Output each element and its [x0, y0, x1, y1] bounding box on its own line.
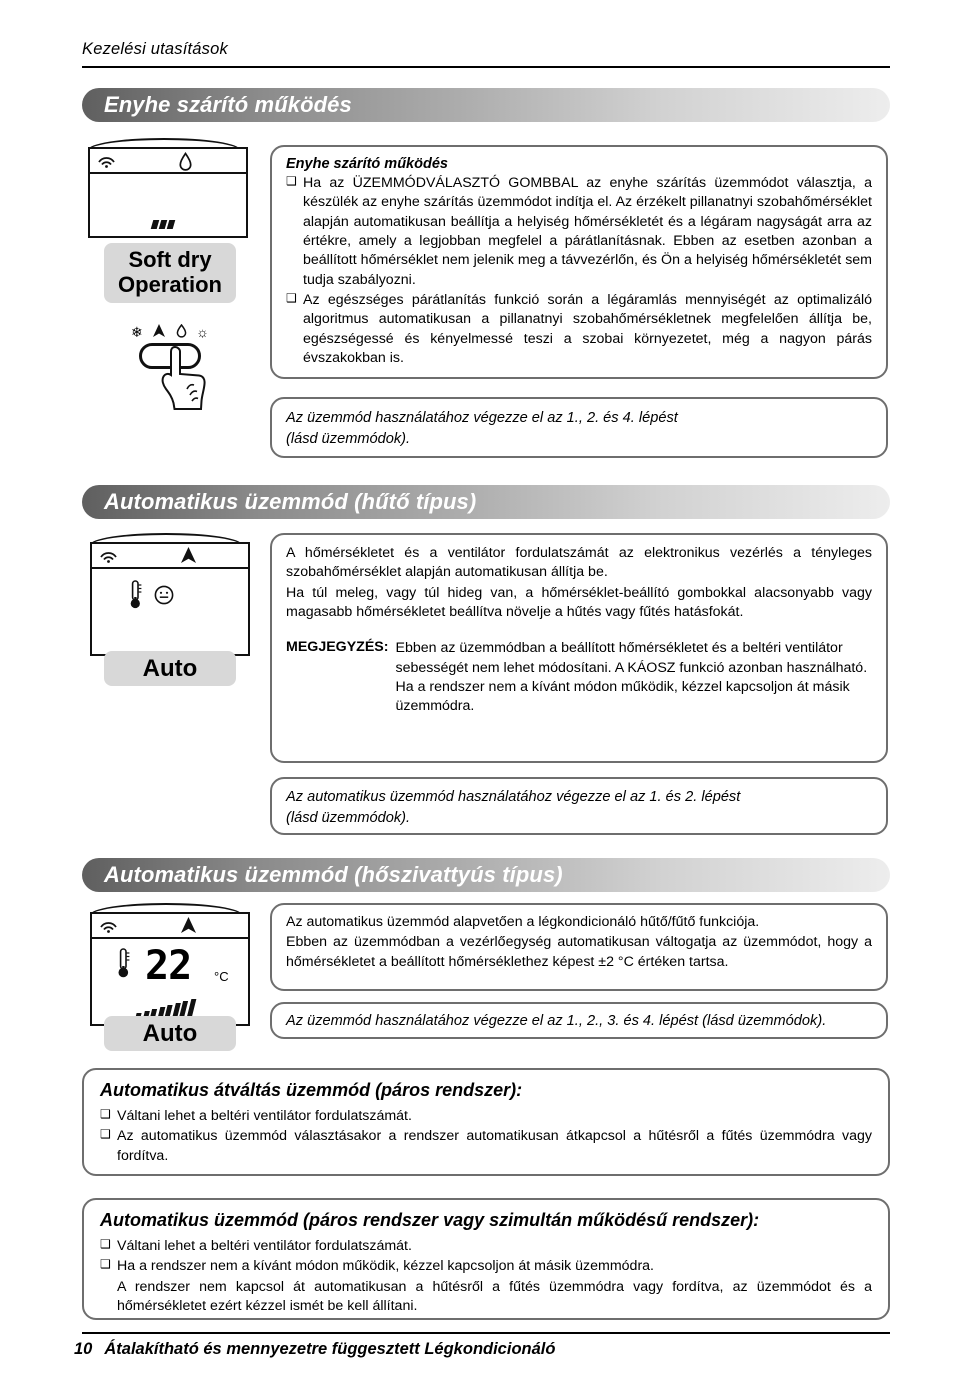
box-title: Automatikus üzemmód (páros rendszer vagy szimultán működésű rendszer): — [100, 1210, 760, 1230]
remote-display-auto-cooling — [86, 533, 256, 653]
auto-mode-icon — [152, 323, 166, 341]
soft-dry-bullets — [286, 174, 872, 368]
footer-divider — [82, 1332, 890, 1334]
paragraph: Ebben az üzemmódban a vezérlőegység automatikusan váltogatja az üzemmódot, hogy a hőmérsékletet a beállított hőmérséklethez képest ±2 °C értéken tartsa. — [286, 934, 872, 970]
note-label: MEGJEGYZÉS: — [286, 639, 389, 656]
remote-display-auto-heatpump — [86, 903, 261, 1023]
note-body: Ebben az üzemmódban a beállított hőmérsékletet és a beltéri ventilátor sebességét nem lehet módosítani. A KÁOSZ funkció azonban használható. Ha a rendszer nem a kívánt módon működik, kézzel kapcsoljon át másik üzemmódra. — [395, 640, 868, 715]
section-title: Automatikus üzemmód (hűtő típus) — [104, 489, 477, 514]
smiley-icon — [154, 585, 174, 610]
footer — [74, 1340, 555, 1359]
water-drop-icon — [176, 324, 187, 341]
fan-bars-icon — [152, 220, 174, 229]
mode-icon-row — [131, 323, 209, 341]
section-bar-soft-dry — [82, 88, 890, 122]
lcd-main-area — [90, 174, 246, 236]
section-bar-auto-cooling — [82, 485, 890, 519]
paragraph: A hőmérsékletet és a ventilátor fordulatszámát az elektronikus vezérlés a tényleges szobahőmérséklet alapján automatikusan állítja be. — [286, 545, 872, 581]
thermometer-icon — [128, 579, 144, 616]
remote-display-soft-dry — [84, 138, 254, 253]
paragraph: Ha túl meleg, vagy túl hideg van, a hőmérséklet-beállító gombokkal alacsonyabb vagy magasabb hőmérsékletet beállítva növelje a hűtés vagy fűtés hatásfokát. — [286, 584, 872, 620]
list-item: ❑ Váltani lehet a beltéri ventilátor fordulatszámát. — [100, 1107, 872, 1126]
thermometer-icon — [116, 947, 132, 986]
megjegyzes-note — [286, 639, 872, 716]
temperature-unit: °C — [214, 969, 229, 984]
auto-cooling-step-note-box — [270, 777, 888, 835]
list-item: ❑ Ha az ÜZEMMÓDVÁLASZTÓ GOMBBAL az enyhe szárítás üzemmódot választja, a készülék az enyhe szárítás üzemmódot indítja el. Az érzékelt pillanatnyi szobahőmérséklet alapján automatikusan beállítja a helyiség hőmérsékletét és a légáram nagyságát arra az értékre, amely a legjobban megfelel a párátlanításnak. Ebben az esetben azonban a beállított hőmérséklet nem jelenik meg a távvezérlőn, és Ön a helyiség hőmérsékletét sem tudja szabályozni. — [286, 174, 872, 290]
lcd-status-strip — [92, 914, 248, 939]
page-number: 10 — [74, 1340, 93, 1358]
lcd-status-strip — [92, 544, 248, 569]
soft-dry-label-line1: Soft dry — [128, 247, 212, 273]
list-item: ❑ Ha a rendszer nem a kívánt módon működik, kézzel kapcsoljon át másik üzemmódra. — [100, 1257, 872, 1276]
note-line-2: (lásd üzemmódok). — [286, 430, 411, 447]
signal-icon — [99, 548, 118, 568]
section-bar-auto-heatpump — [82, 858, 890, 892]
section-title: Enyhe szárító működés — [104, 92, 352, 117]
note-line-1: Az üzemmód használatához végezze el az 1., 2., 3. és 4. lépést (lásd üzemmódok). — [286, 1013, 827, 1029]
mode-select-button-illustration — [131, 323, 217, 393]
soft-dry-label-line2: Operation — [118, 272, 222, 297]
auto-mode-icon — [180, 916, 197, 939]
list-item: ❑ Az egészséges párátlanítás funkció során a légáramlás mennyiségét az optimalizáló algoritmus automatikusan a pillanatnyi szobahőmérsékletnek megfelelően állítja be, egészségessé és kényelmessé teszi a szobai környezetet, még a nagyon párás évszakokban is. — [286, 291, 872, 368]
section-title: Automatikus üzemmód (hőszivattyús típus) — [104, 862, 563, 887]
sun-icon: ☼ — [196, 324, 209, 340]
signal-icon — [99, 918, 118, 938]
auto-label-cooling: Auto — [104, 651, 236, 686]
pointing-hand-icon — [157, 345, 217, 411]
soft-dry-operation-label — [104, 243, 236, 303]
list-item: ❑ Váltani lehet a beltéri ventilátor fordulatszámát. — [100, 1237, 872, 1256]
soft-dry-step-note-box — [270, 397, 888, 458]
lcd-main-area — [92, 569, 248, 654]
temperature-value: 22 — [145, 943, 192, 989]
paragraph: A rendszer nem kapcsol át automatikusan a hűtésről a fűtés üzemmódra vagy fordítva, az üzemmódot és a hőmérsékletet ezért kézzel ismét be kell állítani. — [117, 1278, 872, 1314]
lcd-main-area — [92, 939, 248, 1024]
paragraph: Az automatikus üzemmód alapvetően a légkondicionáló hűtő/fűtő funkciója. — [286, 914, 760, 930]
box-title: Automatikus átváltás üzemmód (páros rendszer): — [100, 1080, 523, 1100]
list-item: ❑ Az automatikus üzemmód választásakor a rendszer automatikusan átkapcsol a hűtésről a fűtés üzemmódra vagy fordítva. — [100, 1127, 872, 1166]
auto-cooling-description-box — [270, 533, 888, 763]
auto-label-heatpump: Auto — [104, 1016, 236, 1051]
signal-icon — [97, 153, 116, 173]
auto-heatpump-step-note-box — [270, 1002, 888, 1039]
header-divider — [82, 66, 890, 68]
snowflake-icon: ❄ — [131, 323, 143, 340]
auto-mode-multi-box — [82, 1198, 890, 1320]
auto-heatpump-description-box — [270, 903, 888, 991]
footer-text: Átalakítható és mennyezetre függesztett Légkondicionáló — [104, 1340, 556, 1358]
auto-changeover-box — [82, 1068, 890, 1176]
auto-mode-icon — [180, 546, 197, 569]
note-line-1: Az automatikus üzemmód használatához végezze el az 1. és 2. lépést — [286, 789, 741, 805]
running-head: Kezelési utasítások — [82, 40, 228, 58]
note-line-2: (lásd üzemmódok). — [286, 809, 411, 826]
lcd-status-strip — [90, 149, 246, 174]
soft-dry-description-box — [270, 145, 888, 379]
note-line-1: Az üzemmód használatához végezze el az 1., 2. és 4. lépést — [286, 410, 678, 426]
auto-mode-multi-bullets — [100, 1237, 872, 1277]
auto-changeover-bullets — [100, 1107, 872, 1166]
box-title: Enyhe szárító működés — [286, 156, 448, 172]
